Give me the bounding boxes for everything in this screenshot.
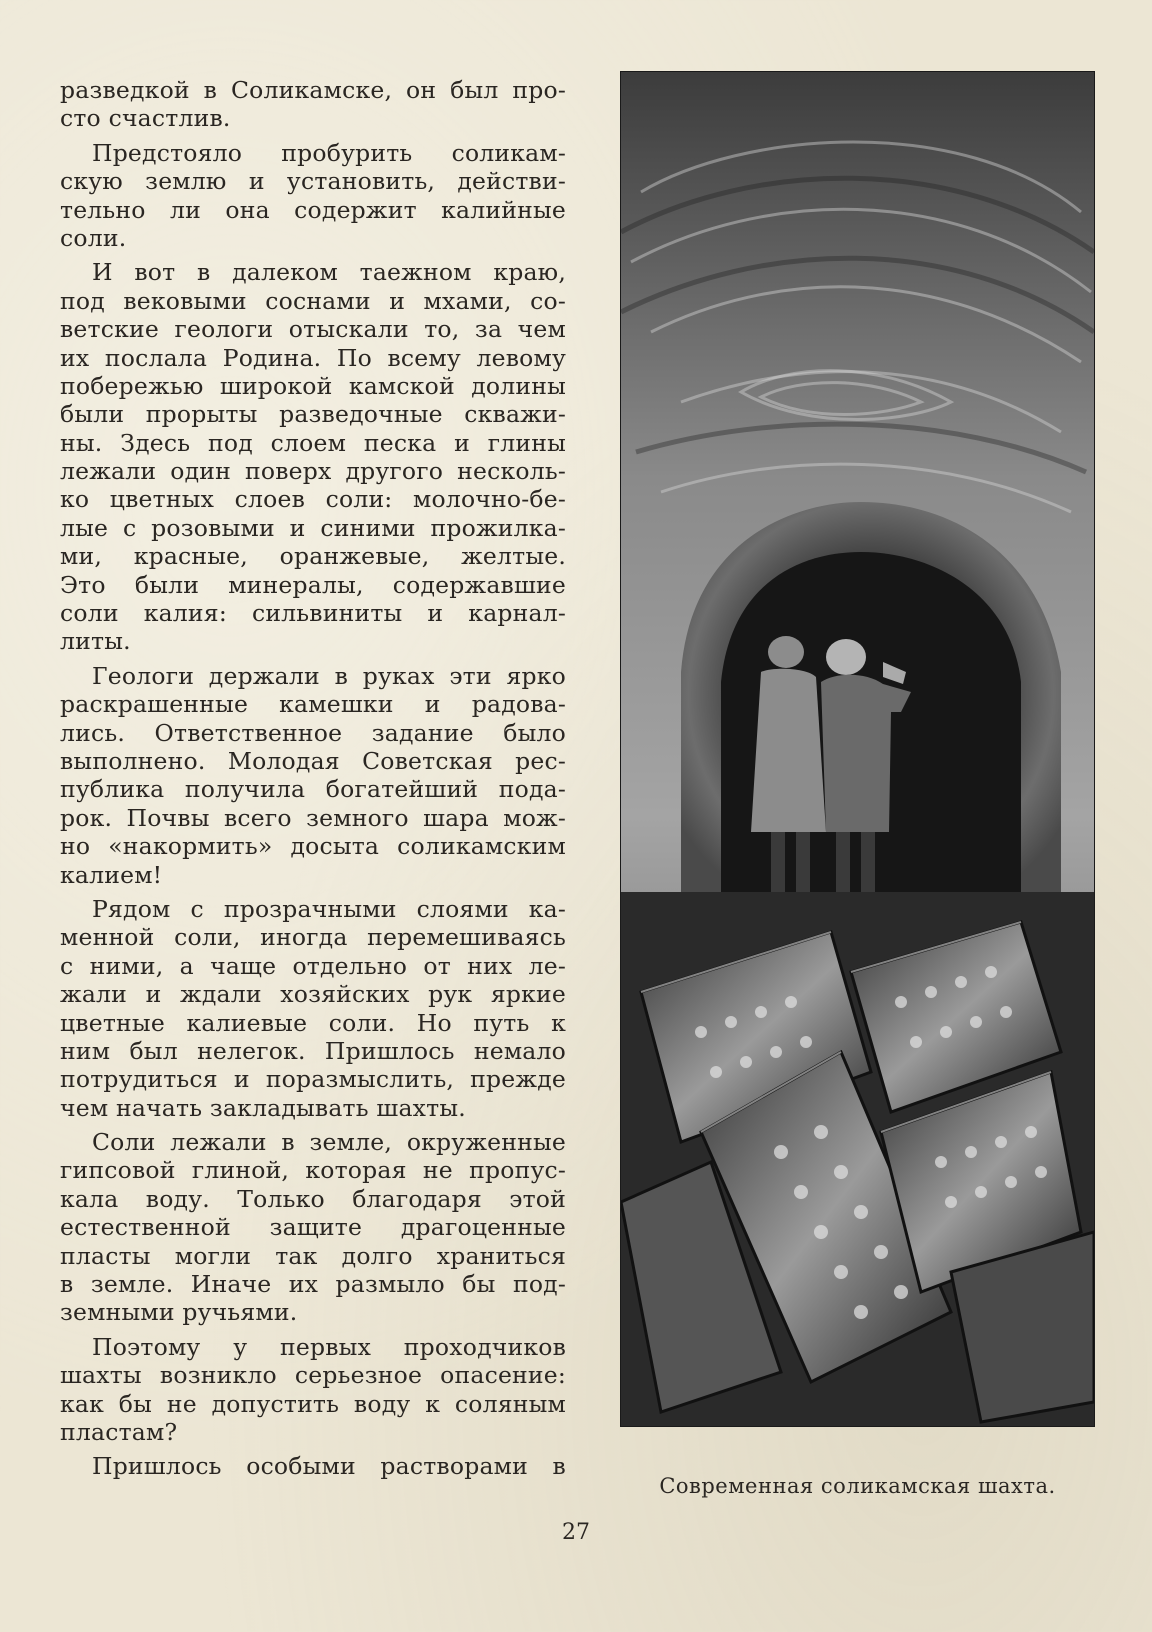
text-line: сто счастлив. bbox=[60, 104, 231, 133]
text-line: менной соли, иногда перемешиваясь bbox=[60, 923, 566, 952]
text-line: гипсовой глиной, которая не пропус- bbox=[60, 1156, 566, 1185]
text-line: ветские геологи отыскали то, за чем bbox=[60, 315, 566, 344]
paragraph bbox=[60, 1128, 566, 1327]
text-line: публика получила богатейший пода- bbox=[60, 775, 566, 804]
text-line: Поэтому у первых проходчиков bbox=[92, 1332, 566, 1361]
paragraph bbox=[60, 139, 566, 253]
text-line: но «накормить» досыта соликамским bbox=[60, 832, 566, 861]
text-line: цветные калиевые соли. Но путь к bbox=[60, 1008, 566, 1037]
text-line: лые с розовыми и синими прожилка- bbox=[60, 513, 566, 542]
text-line: как бы не допустить воду к соляным bbox=[60, 1389, 566, 1418]
text-line: в земле. Иначе их размыло бы под- bbox=[60, 1270, 566, 1299]
paragraph bbox=[60, 76, 566, 133]
text-line: Пришлось особыми растворами в bbox=[92, 1452, 566, 1481]
paragraph bbox=[60, 258, 566, 655]
figure-caption: Современная соликамская шахта. bbox=[659, 1474, 1056, 1498]
text-line: Соли лежали в земле, окруженные bbox=[92, 1128, 566, 1157]
text-line: скую землю и установить, действи- bbox=[60, 167, 566, 196]
text-line: чем начать закладывать шахты. bbox=[60, 1093, 466, 1122]
text-line: Рядом с прозрачными слоями ка- bbox=[92, 894, 566, 923]
text-line: Это были минералы, содержавшие bbox=[60, 570, 566, 599]
text-line: соли калия: сильвиниты и карнал- bbox=[60, 599, 566, 628]
text-line: потрудиться и поразмыслить, прежде bbox=[60, 1065, 566, 1094]
text-line: выполнено. Молодая Советская рес- bbox=[60, 746, 566, 775]
text-line: И вот в далеком таежном краю, bbox=[92, 258, 566, 287]
text-line: естественной защите драгоценные bbox=[60, 1213, 566, 1242]
text-line: рок. Почвы всего земного шара мож- bbox=[60, 803, 566, 832]
text-line: пластам? bbox=[60, 1417, 178, 1446]
text-line: раскрашенные камешки и радова- bbox=[60, 690, 566, 719]
paragraph bbox=[60, 1333, 566, 1447]
text-line: ним был нелегок. Пришлось немало bbox=[60, 1036, 566, 1065]
text-line: шахты возникло серьезное опасение: bbox=[60, 1361, 566, 1390]
paragraph bbox=[60, 895, 566, 1122]
page-number: 27 bbox=[562, 1520, 590, 1545]
text-line: кала воду. Только благодаря этой bbox=[60, 1184, 566, 1213]
text-line: лежали один поверх другого несколь- bbox=[60, 457, 566, 486]
text-line: с ними, а чаще отдельно от них ле- bbox=[60, 951, 566, 980]
text-line: пласты могли так долго храниться bbox=[60, 1241, 566, 1270]
paragraph bbox=[60, 662, 566, 889]
text-line: побережью широкой камской долины bbox=[60, 371, 566, 400]
text-line: под вековыми соснами и мхами, со- bbox=[60, 286, 566, 315]
text-line: жали и ждали хозяйских рук яркие bbox=[60, 980, 566, 1009]
text-line: Геологи держали в руках эти ярко bbox=[92, 661, 566, 690]
text-line: ко цветных слоев соли: молочно-бе- bbox=[60, 485, 566, 514]
text-line: ны. Здесь под слоем песка и глины bbox=[60, 428, 566, 457]
text-line: соли. bbox=[60, 223, 127, 252]
text-line: тельно ли она содержит калийные bbox=[60, 195, 566, 224]
text-line: литы. bbox=[60, 627, 131, 656]
text-line: были прорыты разведочные скважи- bbox=[60, 400, 566, 429]
text-line: земными ручьями. bbox=[60, 1298, 298, 1327]
text-line: ми, красные, оранжевые, желтые. bbox=[60, 542, 566, 571]
text-line: их послала Родина. По всему левому bbox=[60, 343, 566, 372]
mine-tunnel-photograph bbox=[621, 72, 1094, 1426]
body-text-column bbox=[60, 76, 566, 1487]
text-line: разведкой в Соликамске, он был про- bbox=[60, 76, 566, 104]
paragraph bbox=[60, 1452, 566, 1480]
text-line: Предстояло пробурить соликам- bbox=[92, 138, 566, 167]
text-line: лись. Ответственное задание было bbox=[60, 718, 566, 747]
text-line: калием! bbox=[60, 860, 163, 889]
